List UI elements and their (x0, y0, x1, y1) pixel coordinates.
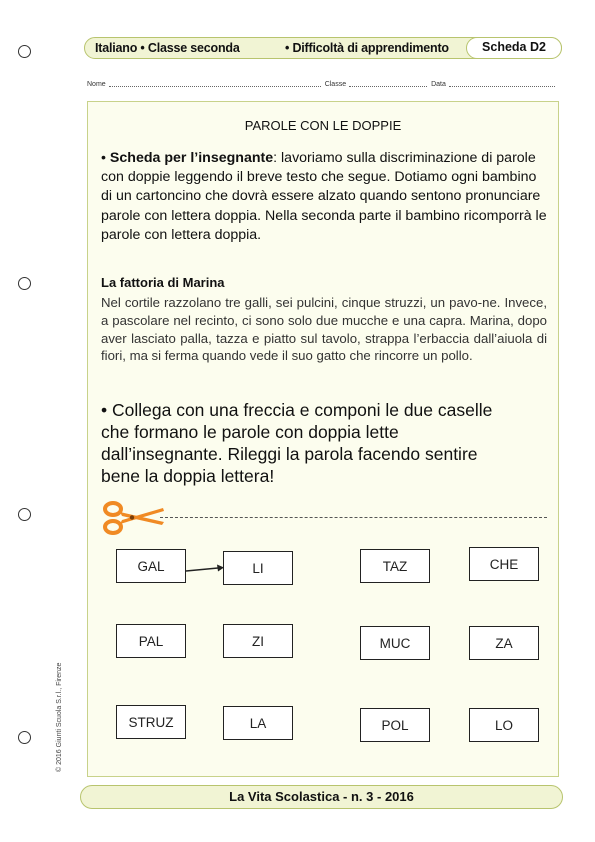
sheet-label: Scheda D2 (466, 37, 562, 59)
syllable-box-zi[interactable]: ZI (223, 624, 293, 658)
footer-bar: La Vita Scolastica - n. 3 - 2016 (80, 785, 563, 809)
binder-hole-3 (18, 508, 31, 521)
student-instruction: • Collega con una freccia e componi le due caselle che formano le parole con doppia lette dall’insegnante. Rileggi la parola facendo sentire bene la doppia lettera! (101, 400, 493, 486)
story-text: Nel cortile razzolano tre galli, sei pulcini, cinque struzzi, un pavo-ne. Invece, a pascolare nel recinto, ci sono solo due mucche e una capra. Marina, dopo aver lasciato palla, tazza e piatto sul tavolo, strappa l’erbaccia dall’aiuola di fiori, ma si ferma quando vede il suo gatto che rincorre un pollo. (101, 295, 547, 364)
syllable-box-pol[interactable]: POL (360, 708, 430, 742)
arrow-icon (186, 560, 226, 576)
header-topic: • Difficoltà di apprendimento (285, 41, 449, 55)
bullet: • (101, 150, 106, 166)
student-info-line (87, 80, 559, 88)
class-label: Classe (324, 81, 347, 88)
binder-hole-2 (18, 277, 31, 290)
header-subject: Italiano • Classe seconda (95, 41, 240, 55)
class-field[interactable] (349, 80, 427, 87)
name-label: Nome (87, 81, 106, 88)
syllable-box-taz[interactable]: TAZ (360, 549, 430, 583)
story-title: La fattoria di Marina (101, 275, 225, 290)
teacher-instructions (101, 149, 549, 245)
syllable-box-struz[interactable]: STRUZ (116, 705, 186, 739)
cut-line (160, 517, 547, 518)
syllable-box-li[interactable]: LI (223, 551, 293, 585)
page-title: PAROLE CON LE DOPPIE (244, 118, 402, 133)
syllable-box-la[interactable]: LA (223, 706, 293, 740)
scissors-icon (102, 500, 166, 536)
teacher-note-lead: Scheda per l’insegnante (109, 150, 274, 166)
teacher-note-text: : lavoriamo sulla discriminazione di parole con doppie leggendo il breve testo che segue. Dotiamo ogni bambino di un cartoncino che dovrà essere alzato quando sentono pronunciare parole con lettera doppia. Nella seconda parte il bambino ricomporrà le parole con lettera doppia. (101, 150, 547, 243)
name-field[interactable] (109, 80, 321, 87)
binder-hole-1 (18, 45, 31, 58)
copyright-credit: © 2016 Giunti Scuola S.r.l., Firenze (56, 662, 63, 772)
syllable-box-muc[interactable]: MUC (360, 626, 430, 660)
date-field[interactable] (449, 80, 555, 87)
syllable-box-pal[interactable]: PAL (116, 624, 186, 658)
syllable-box-lo[interactable]: LO (469, 708, 539, 742)
binder-hole-4 (18, 731, 31, 744)
syllable-box-che[interactable]: CHE (469, 547, 539, 581)
syllable-box-za[interactable]: ZA (469, 626, 539, 660)
date-label: Data (431, 81, 446, 88)
syllable-box-gal[interactable]: GAL (116, 549, 186, 583)
